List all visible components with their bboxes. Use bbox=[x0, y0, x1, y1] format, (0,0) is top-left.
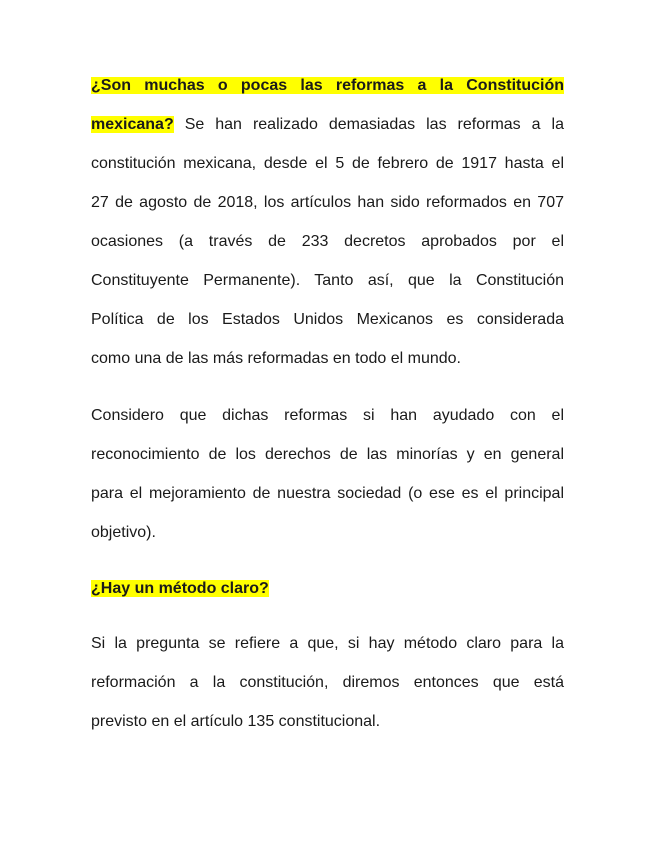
paragraph-line: previsto en el artículo 135 constitucional. bbox=[91, 713, 381, 730]
paragraph-line: Considero que dichas reformas si han ayudado con el bbox=[91, 407, 564, 424]
paragraph-text: Se han realizado demasiadas las reformas a la bbox=[173, 116, 564, 133]
highlighted-question: ¿Son muchas o pocas las reformas a la Constitución bbox=[91, 77, 564, 94]
paragraph-line: ocasiones (a través de 233 decretos aprobados por el bbox=[91, 233, 564, 250]
heading-metodo bbox=[91, 579, 269, 599]
paragraph-line: Constituyente Permanente). Tanto así, que la Constitución bbox=[91, 272, 564, 289]
paragraph-considero bbox=[91, 406, 564, 543]
heading-reformas-line-1 bbox=[91, 76, 564, 96]
paragraph-metodo bbox=[91, 634, 564, 732]
highlighted-question-end: mexicana? bbox=[91, 116, 174, 133]
paragraph-line: 27 de agosto de 2018, los artículos han sido reformados en 707 bbox=[91, 194, 564, 211]
paragraph-line: Política de los Estados Unidos Mexicanos es considerada bbox=[91, 311, 564, 328]
section-reformas bbox=[91, 76, 564, 369]
paragraph-line: como una de las más reformadas en todo el mundo. bbox=[91, 350, 461, 367]
paragraph-line: reconocimiento de los derechos de las minorías y en general bbox=[91, 446, 564, 463]
paragraph-line: constitución mexicana, desde el 5 de febrero de 1917 hasta el bbox=[91, 155, 564, 172]
paragraph-line: para el mejoramiento de nuestra sociedad (o ese es el principal bbox=[91, 485, 564, 502]
paragraph-line: Si la pregunta se refiere a que, si hay método claro para la bbox=[91, 635, 564, 652]
highlighted-question: ¿Hay un método claro? bbox=[91, 580, 269, 597]
paragraph-line: objetivo). bbox=[91, 524, 156, 541]
paragraph-line bbox=[91, 115, 564, 135]
paragraph-line: reformación a la constitución, diremos entonces que está bbox=[91, 674, 564, 691]
